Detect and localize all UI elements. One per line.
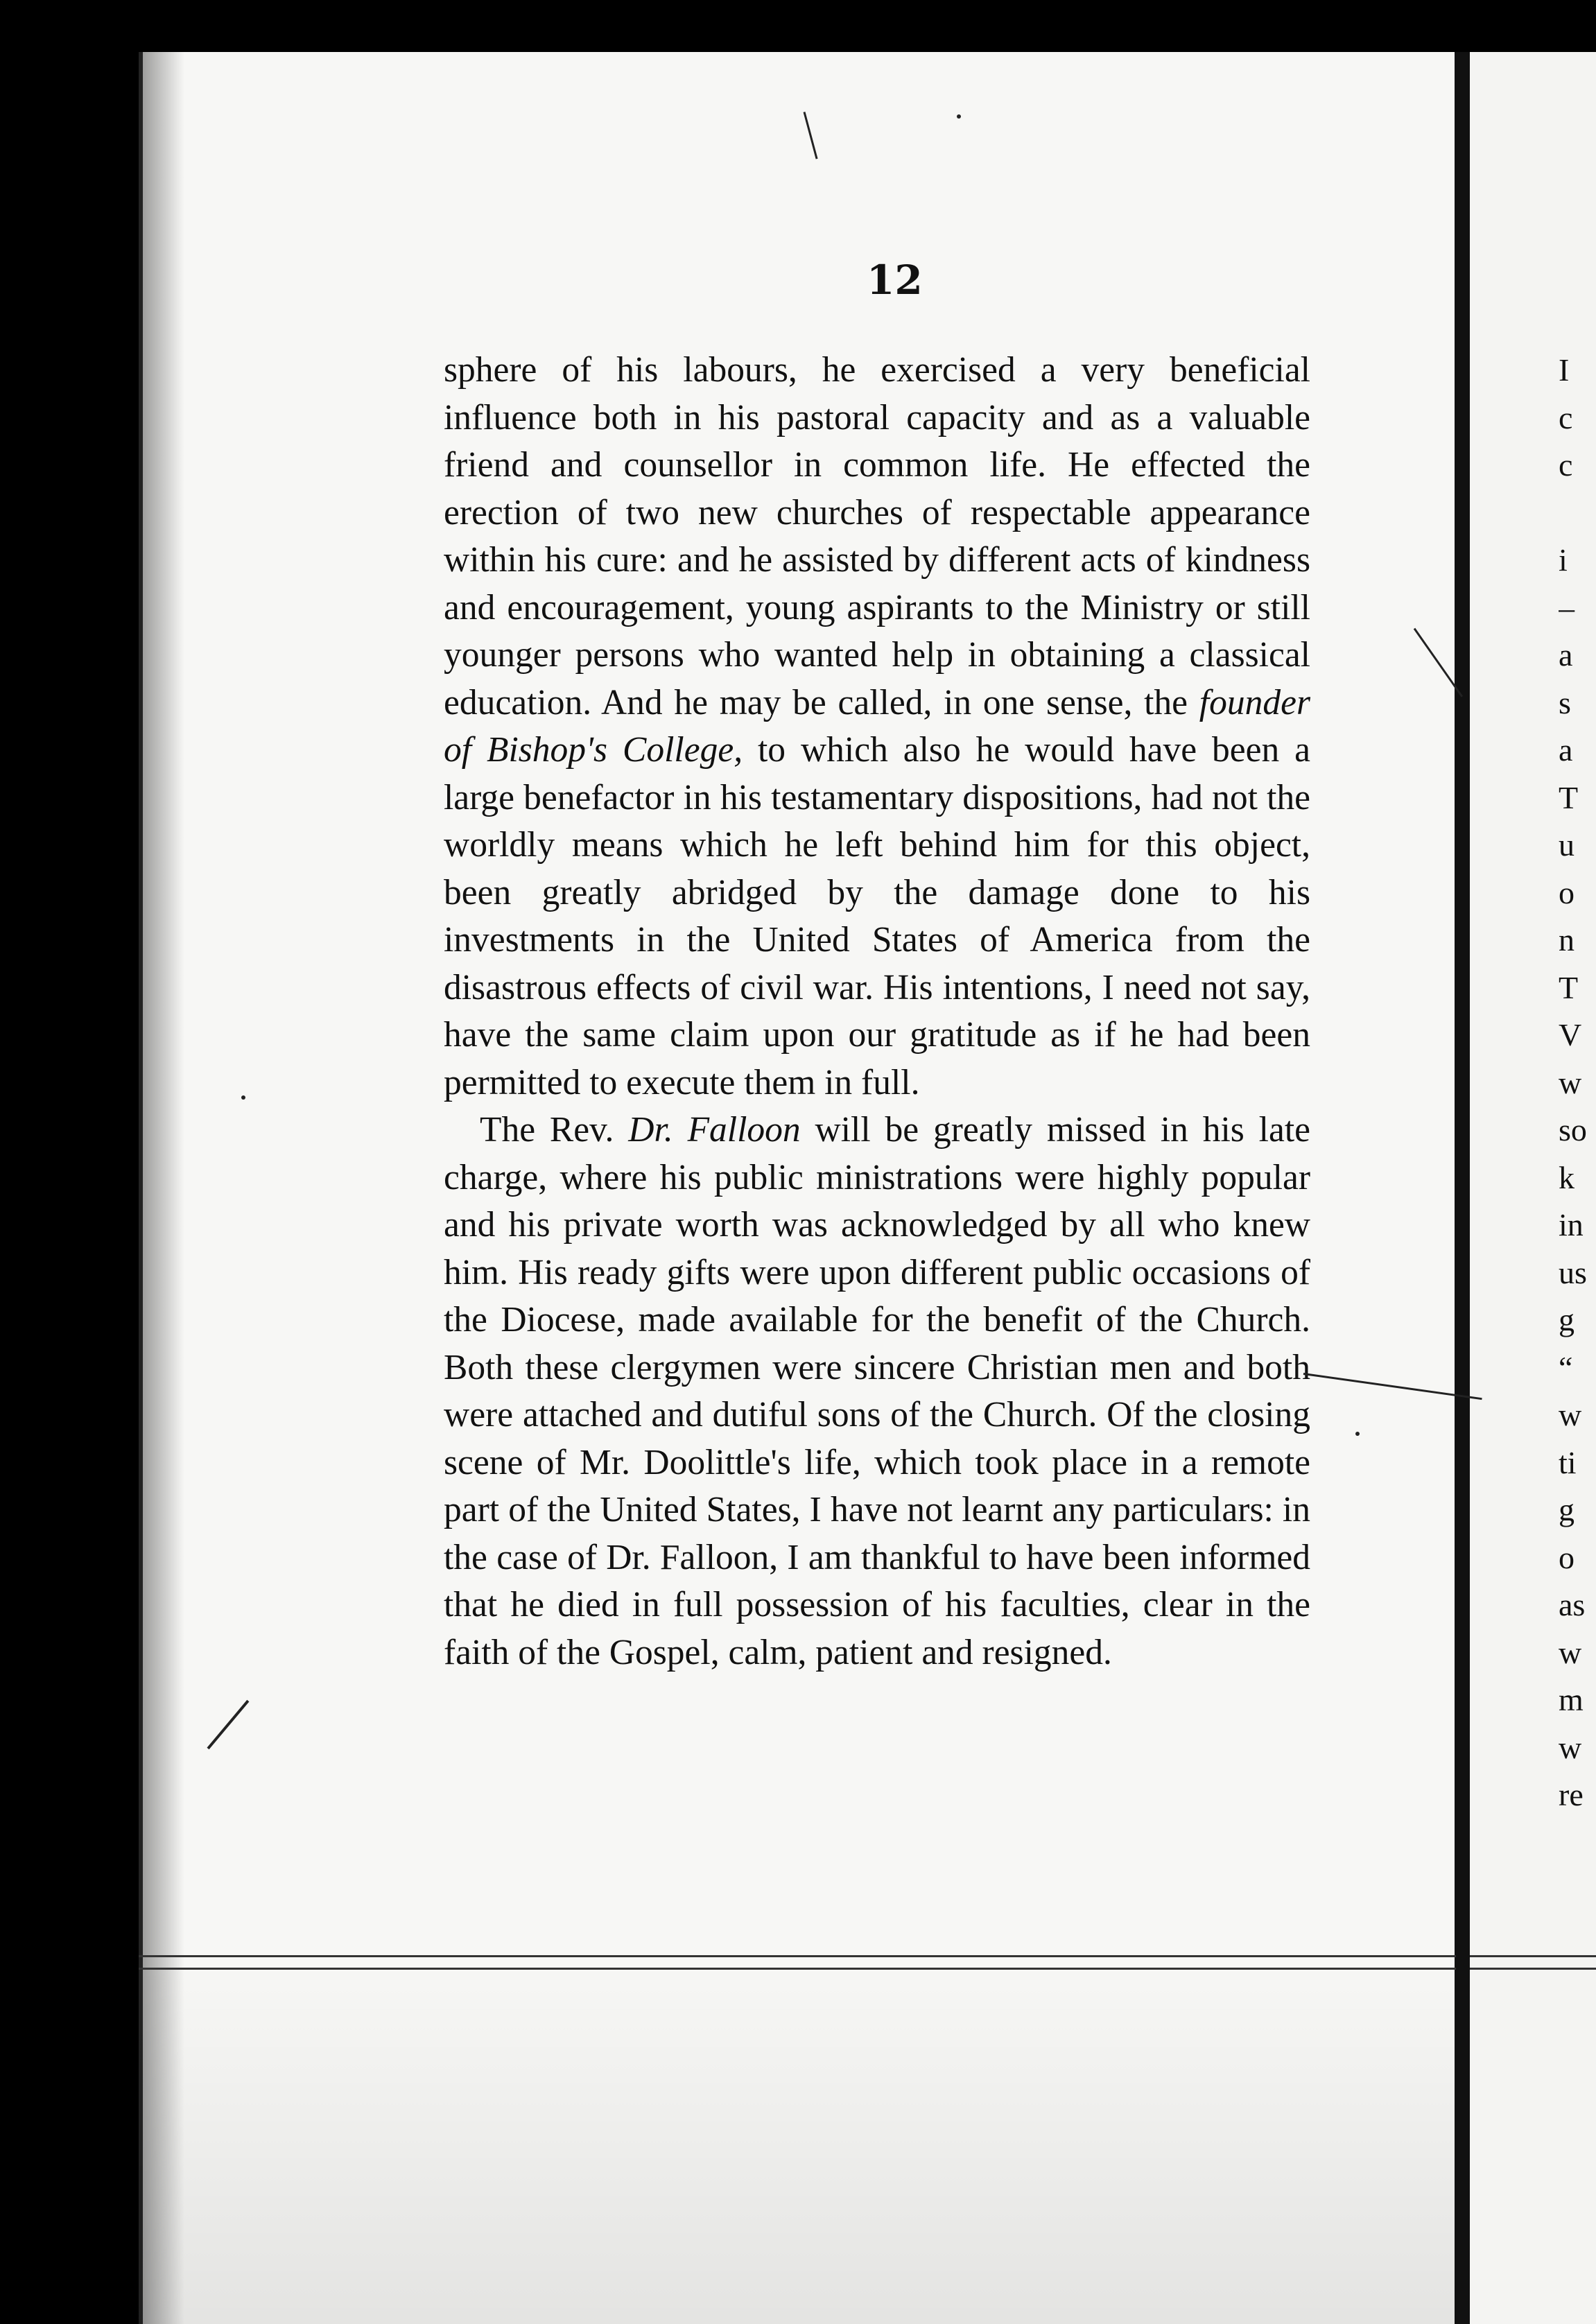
margin-speck — [957, 114, 961, 119]
facing-page-fragment: o — [1559, 874, 1575, 910]
facing-page-fragment: u — [1559, 827, 1575, 862]
facing-page-fragment: i — [1559, 542, 1568, 578]
paragraph-1-text-a: sphere of his labours, he exercised a very beneficial influence both in his pastoral capacity and as a valuable friend and counsellor in common life. He effected the erection of two new churches of respectable appearance within his cure: and he assisted by different acts of kindness and encouragement, young aspirants to the Ministry or still younger persons who wanted help in obtaining a classical education. And he may be called, in one sense, the — [444, 350, 1310, 722]
facing-page-fragment: g — [1559, 1302, 1575, 1337]
facing-page-fragment: w — [1559, 1729, 1582, 1765]
facing-page-fragment — [1559, 489, 1596, 537]
bottom-rule-1 — [139, 1955, 1456, 1957]
facing-page-fragment: w — [1559, 1064, 1582, 1100]
facing-page-fragment: V — [1559, 1017, 1582, 1052]
facing-page-fragment: us — [1559, 1254, 1587, 1290]
facing-page-fragment: as — [1559, 1587, 1586, 1622]
facing-page-fragment: n — [1559, 922, 1575, 957]
facing-page-fragment: re — [1559, 1777, 1584, 1812]
page-gutter — [1455, 52, 1470, 2324]
facing-page-fragment: s — [1559, 684, 1571, 720]
facing-page-fragment: a — [1559, 732, 1573, 768]
facing-page-fragment: o — [1559, 1539, 1575, 1575]
paragraph-1-italic: founder of Bishop's College, — [444, 682, 1310, 770]
paragraph-2 — [444, 1107, 1310, 1676]
facing-page-fragment: m — [1559, 1682, 1584, 1717]
facing-bottom-rule-1 — [1470, 1955, 1596, 1957]
page-number: 12 — [867, 257, 923, 304]
facing-page-fragment: g — [1559, 1492, 1575, 1527]
margin-speck — [1355, 1432, 1360, 1436]
paragraph-2-text-b: will be greatly missed in his late charge, where his public ministrations were highly popular and his private worth was acknowledged by all who knew him. His ready gifts were upon different public occasions of the Diocese, made available for the benefit of the Church. Both these clergymen were sincere Christian men and both were attached and dutiful sons of the Church. Of the closing scene of Mr. Doolittle's life, which took place in a remote part of the United States, I have not learnt any particulars: in the case of Dr. Falloon, I am thankful to have been informed that he died in full possession of his faculties, clear in the faith of the Gospel, calm, patient and resigned. — [444, 1110, 1310, 1672]
facing-page-fragment: a — [1559, 637, 1573, 673]
facing-page-fragment: T — [1559, 969, 1579, 1005]
facing-page-text-fragments — [1559, 347, 1596, 1819]
margin-speck — [241, 1095, 245, 1100]
facing-page-fragment: T — [1559, 779, 1579, 815]
scan-top-border — [0, 0, 1596, 52]
facing-page-fragment: ti — [1559, 1444, 1577, 1480]
facing-page-fragment: c — [1559, 447, 1573, 483]
page-bottom-shading — [139, 1962, 1456, 2324]
paragraph-2-italic: Dr. Falloon — [628, 1110, 801, 1150]
body-text — [444, 347, 1310, 1676]
facing-page-fragment: I — [1559, 352, 1570, 388]
paragraph-1 — [444, 347, 1310, 1107]
facing-page-fragment: – — [1559, 589, 1575, 625]
facing-page-fragment: in — [1559, 1207, 1584, 1242]
facing-page-fragment: “ — [1559, 1349, 1573, 1385]
facing-page-fragment: so — [1559, 1112, 1587, 1147]
facing-bottom-rule-2 — [1470, 1968, 1596, 1970]
facing-page-fragment: w — [1559, 1634, 1582, 1670]
paragraph-1-text-b: to which also he would have been a large benefactor in his testamentary dispositions, had not the worldly means which he left behind him for this object, been greatly abridged by the damage done to his investments in the United States of America from the disastrous effects of civil war. His intentions, I need not say, have the same claim upon our gratitude as if he had been permitted to execute them in full. — [444, 730, 1310, 1102]
facing-page-fragment: c — [1559, 399, 1573, 435]
facing-page-fragment: k — [1559, 1159, 1575, 1195]
facing-page-fragment: w — [1559, 1397, 1582, 1432]
paragraph-2-text-a: The Rev. — [480, 1110, 629, 1150]
